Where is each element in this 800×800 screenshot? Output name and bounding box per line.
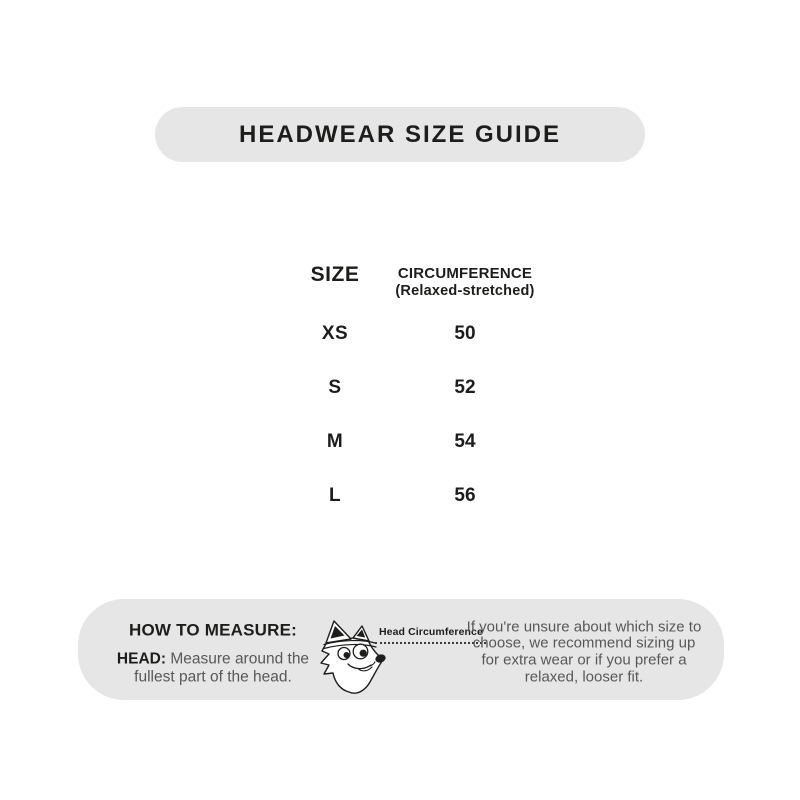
size-table-header (280, 263, 540, 307)
head-measure-text (102, 650, 324, 687)
column-header-size: SIZE (310, 263, 360, 286)
table-row (280, 361, 540, 415)
size-cell: M (326, 431, 344, 452)
table-row (280, 307, 540, 361)
head-label: HEAD: (116, 650, 167, 668)
size-cell: XS (321, 323, 349, 344)
size-cell: S (328, 377, 342, 398)
size-cell: L (328, 485, 342, 506)
table-row (280, 415, 540, 469)
circumference-cell: 56 (454, 485, 476, 506)
measure-instructions (102, 620, 324, 687)
column-header-circumference (390, 263, 540, 300)
circumference-cell: 54 (454, 431, 476, 452)
title-pill (155, 107, 645, 162)
how-to-measure-panel (78, 599, 724, 700)
page-title: HEADWEAR SIZE GUIDE (238, 120, 561, 148)
head-circumference-label: Head Circumference (375, 626, 486, 644)
how-to-measure-heading: HOW TO MEASURE: (129, 620, 297, 640)
sizing-advice-note: If you're unsure about which size to choose, we recommend sizing up for extra wear or if you prefer a relaxed, looser fit. (466, 617, 702, 686)
circumference-sublabel: (Relaxed-stretched) (395, 282, 535, 299)
head-instruction: Measure around the fullest part of the head. (134, 650, 310, 686)
size-table (280, 263, 540, 523)
circumference-cell: 50 (454, 323, 476, 344)
table-row (280, 469, 540, 523)
circumference-label: CIRCUMFERENCE (397, 265, 533, 282)
circumference-cell: 52 (454, 377, 476, 398)
